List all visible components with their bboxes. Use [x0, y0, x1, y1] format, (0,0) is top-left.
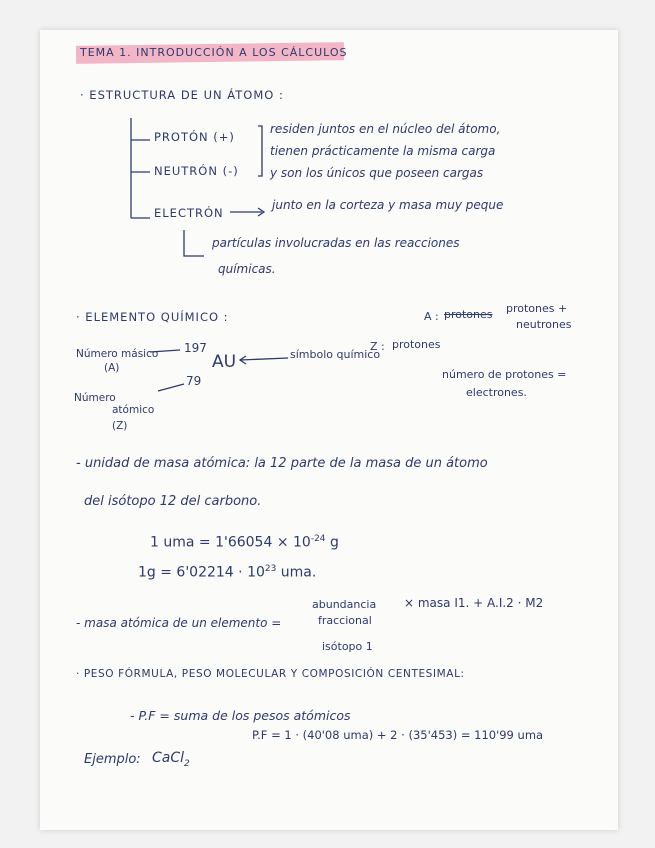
example-label: Ejemplo: [84, 752, 141, 767]
element-symbol: AU [212, 352, 237, 372]
uma-equation-2: $1g = 6'02214 \cdot 10^{23}$ uma. [138, 564, 317, 581]
element-heading: · ELEMENTO QUÍMICO : [76, 310, 229, 324]
uma-equation-1: 1 uma = $1'66054 \times 10^{-24}$ g [150, 534, 339, 551]
particles-note-2: químicas. [218, 262, 276, 276]
particles-note-1: partículas involucradas en las reacciones [212, 236, 460, 250]
mass-number-label: Número másico [76, 348, 159, 360]
atomic-value: 79 [186, 374, 202, 388]
proton-label: PROTÓN (+) [154, 130, 235, 144]
mass-value: 197 [184, 341, 207, 355]
a-def-2: neutrones [516, 318, 572, 331]
abundance-3: isótopo 1 [322, 640, 373, 653]
uma-def-2: del isótopo 12 del carbono. [84, 494, 262, 509]
example-calculation: P.F = 1 · (40'08 uma) + 2 · (35'453) = 110'99 uma [252, 728, 544, 742]
atomic-number-label-3: (Z) [112, 420, 128, 432]
note-line-3: y son los únicos que poseen cargas [270, 166, 484, 180]
abundance-1: abundancia [312, 598, 377, 611]
example-formula: CaCl$_2$ [152, 750, 190, 769]
brace [258, 126, 262, 176]
formula-heading: · PESO FÓRMULA, PESO MOLECULAR Y COMPOSICIÓN CENTESIMAL: [76, 668, 465, 680]
symbol-label: símbolo químico [290, 348, 381, 361]
atom-heading: · ESTRUCTURA DE UN ÁTOMO : [80, 88, 284, 102]
a-def-1: protones + [506, 302, 568, 315]
page-title: TEMA 1. INTRODUCCIÓN A LOS CÁLCULOS [80, 46, 348, 59]
atomic-mass-rest: × masa I1. + A.I.2 · M2 [404, 596, 544, 610]
pf-definition: - P.F = suma de los pesos atómicos [130, 708, 351, 723]
a-prefix: A : [424, 310, 439, 323]
atomic-mass-lead: - masa atómica de un elemento = [76, 616, 282, 630]
note-line-1: residen juntos en el núcleo del átomo, [270, 122, 501, 136]
atomic-number-label-2: atómico [112, 404, 155, 416]
note-line-2: tienen prácticamente la misma carga [270, 144, 496, 158]
neutron-label: NEUTRÓN (-) [154, 164, 239, 178]
protons-eq-1: número de protones = [442, 368, 567, 381]
atomic-line [158, 384, 184, 391]
mass-number-letter: (A) [104, 362, 120, 374]
z-def: protones [392, 338, 441, 351]
z-prefix: Z : [370, 340, 385, 353]
symbol-arrow [240, 358, 288, 360]
uma-def-1: - unidad de masa atómica: la 12 parte de la masa de un átomo [76, 456, 488, 471]
atomic-number-label-1: Número [74, 392, 116, 404]
electron-label: ELECTRÓN [154, 206, 224, 220]
electron-note: junto en la corteza y masa muy peque [272, 198, 504, 212]
protons-eq-2: electrones. [466, 386, 527, 399]
abundance-2: fraccional [318, 614, 372, 627]
a-struck: protones [444, 308, 493, 321]
particles-line [184, 230, 204, 256]
